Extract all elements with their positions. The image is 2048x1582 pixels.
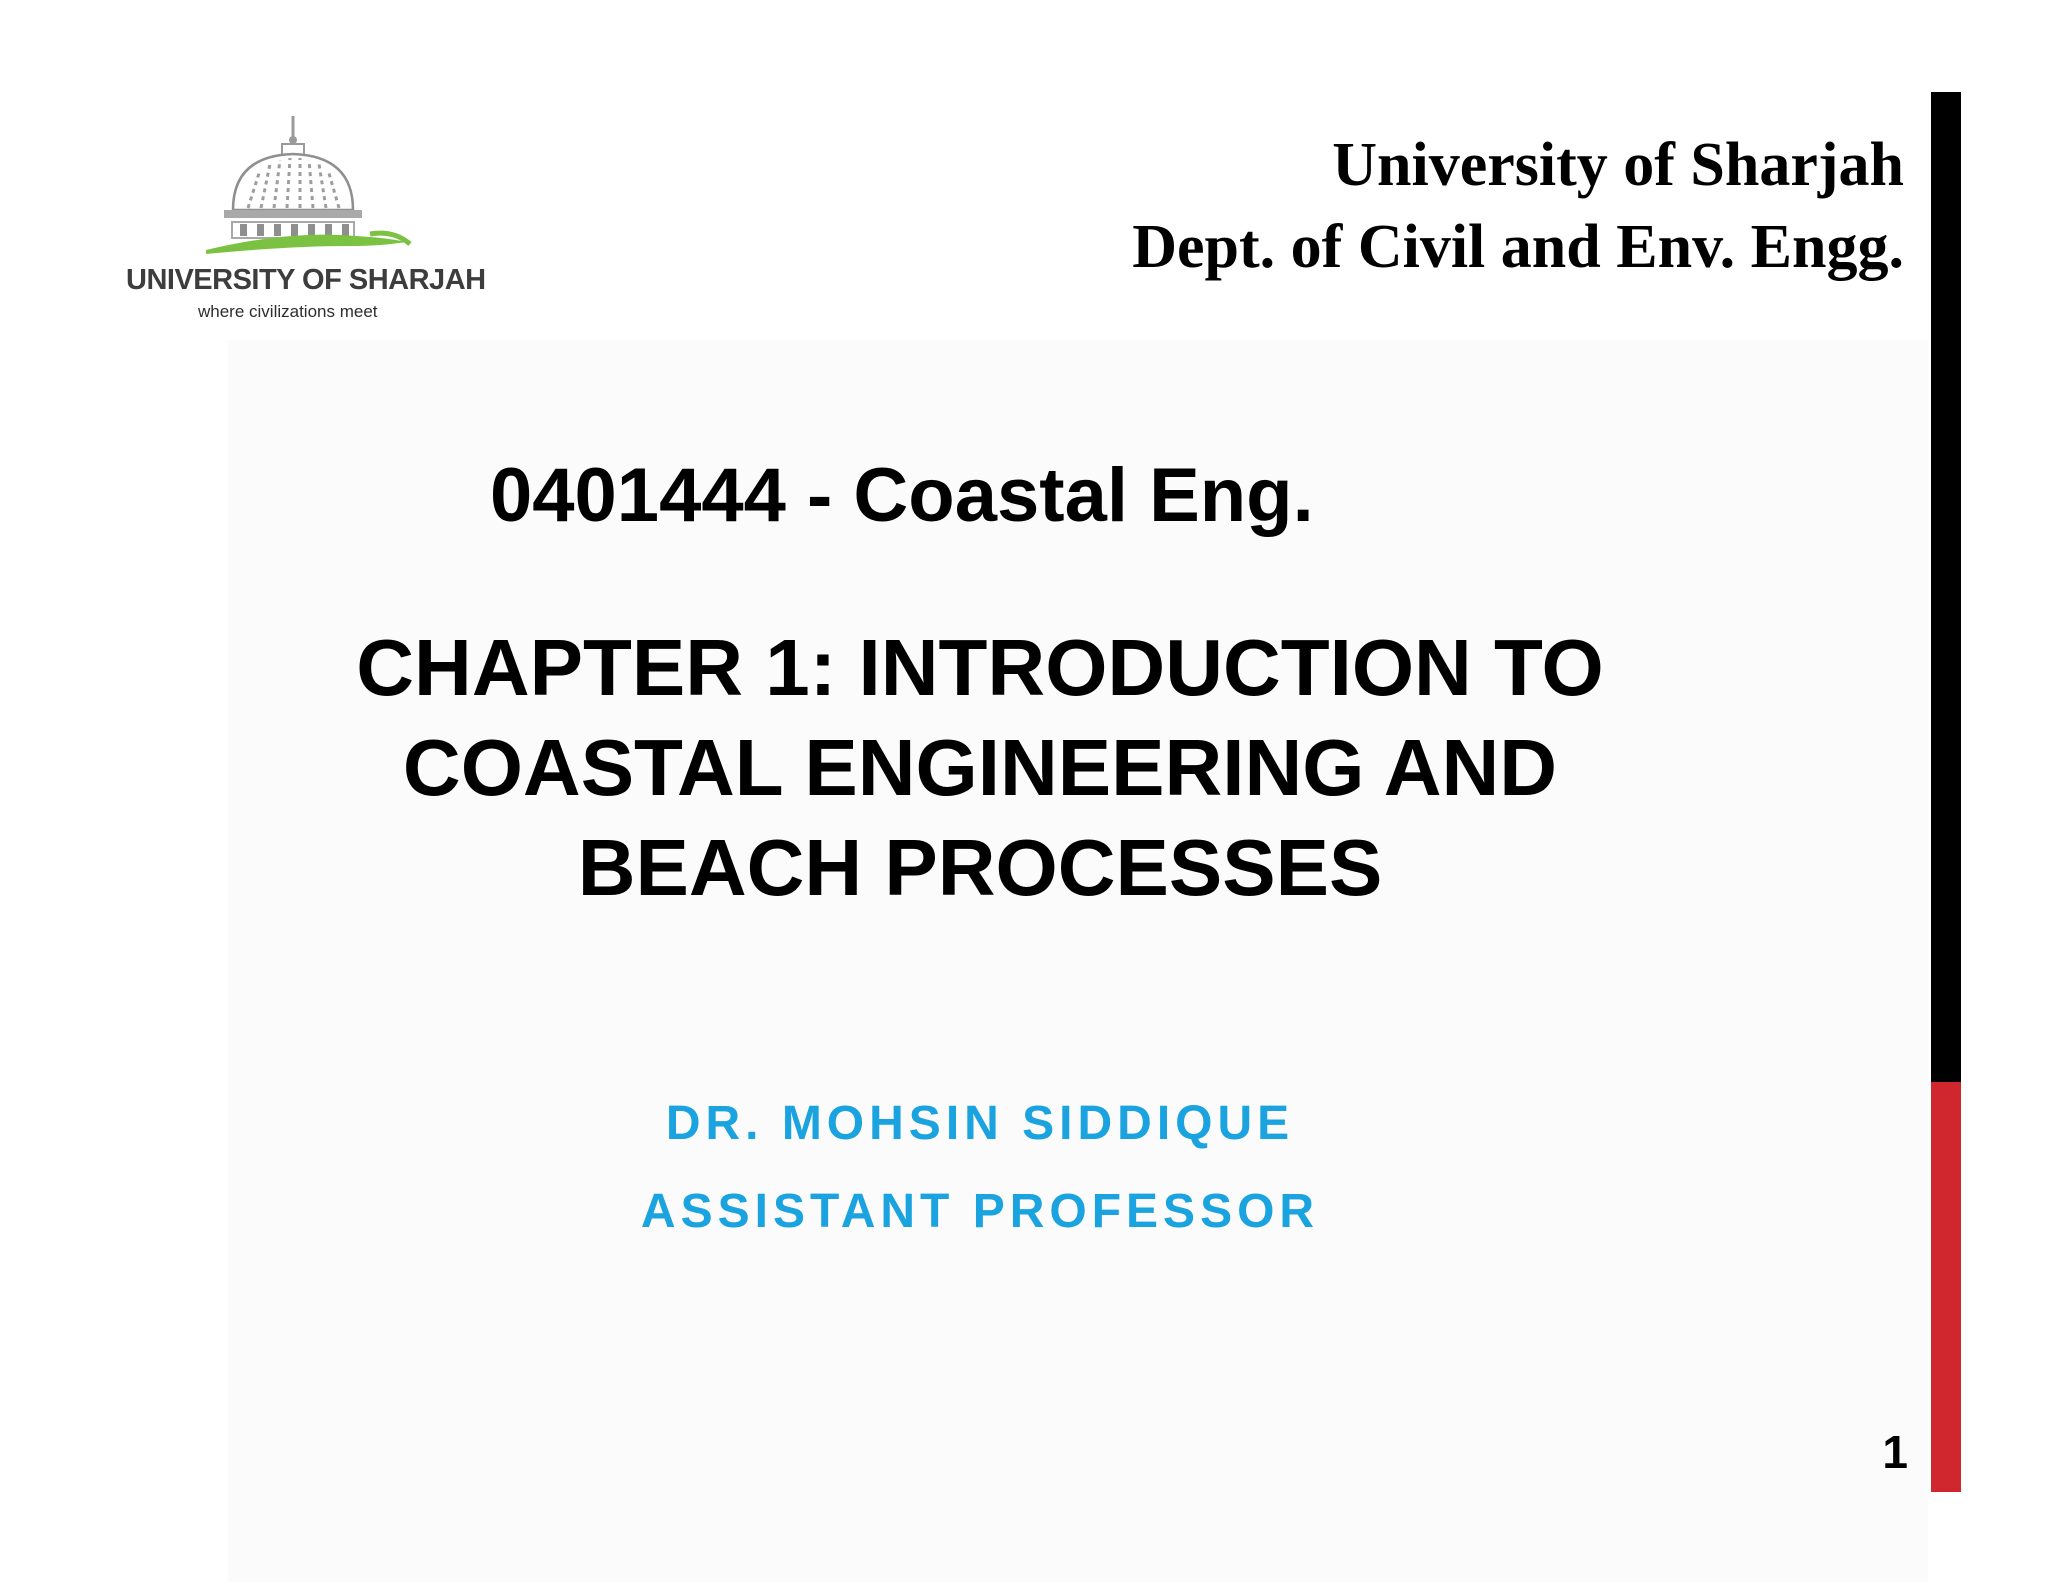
logo-tagline: where civilizations meet xyxy=(198,302,378,321)
chapter-title-line: BEACH PROCESSES xyxy=(577,823,1383,912)
logo-name: UNIVERSITY OF SHARJAH xyxy=(126,264,486,296)
university-logo xyxy=(120,112,486,332)
presenter-name: DR. MOHSIN SIDDIQUE xyxy=(665,1097,1295,1150)
chapter-title xyxy=(230,618,1730,918)
page-number: 1 xyxy=(1882,1426,1908,1478)
presenter-block xyxy=(230,1080,1730,1256)
course-title: 0401444 - Coastal Eng. xyxy=(490,453,1314,538)
chapter-title-line: COASTAL ENGINEERING AND xyxy=(402,723,1558,812)
presenter-title: ASSISTANT PROFESSOR xyxy=(640,1185,1320,1238)
accent-bar-top xyxy=(1931,92,1961,1082)
dome-building-icon xyxy=(120,112,440,262)
university-header xyxy=(1132,124,1904,288)
accent-bar-bottom xyxy=(1931,1082,1961,1492)
chapter-title-line: CHAPTER 1: INTRODUCTION TO xyxy=(356,623,1604,712)
department-name: Dept. of Civil and Env. Engg. xyxy=(1132,213,1904,281)
university-name: University of Sharjah xyxy=(1332,131,1904,199)
